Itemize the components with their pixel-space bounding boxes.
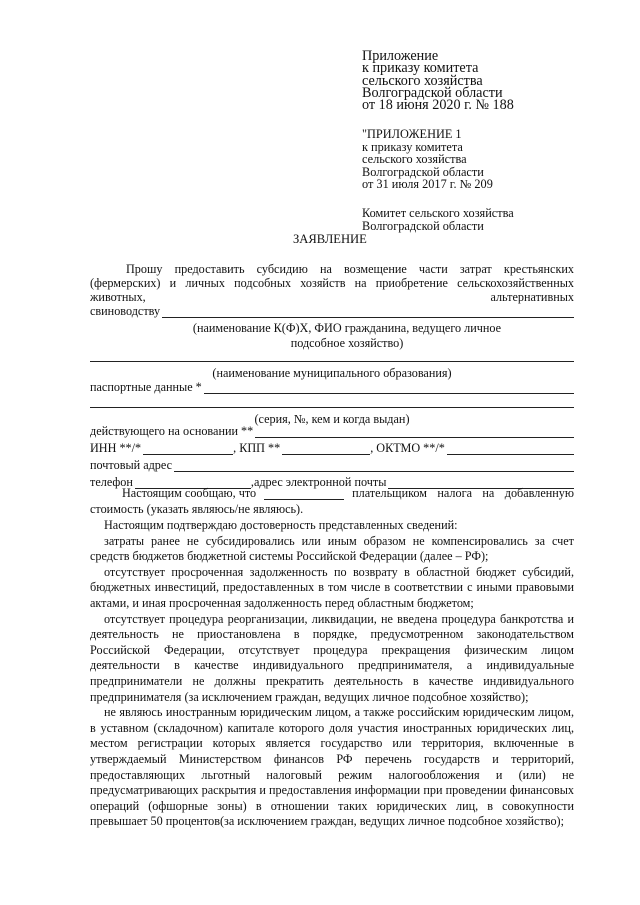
appendix-line: Волгоградской области [362,84,503,101]
passport-blank-2[interactable] [90,406,574,408]
request-line: Прошу предоставить субсидию на возмещение части затрат крестьянских [126,262,574,276]
note-passport: (серия, №, кем и когда выдан) [254,412,410,426]
prev-appendix-line: сельского хозяйства [362,152,467,166]
field-label: , ОКТМО **/* [370,441,445,455]
codes-row [90,441,574,455]
oktmo-blank[interactable] [447,444,574,455]
appendix-line: к приказу комитета [362,60,479,77]
recipient-line: Волгоградской области [362,218,484,233]
basis-field[interactable] [90,424,574,438]
appendix-line: от 18 июня 2020 г. № 188 [362,97,514,114]
passport-block [90,380,574,426]
vat-block [90,486,574,516]
recipient-block [362,207,514,233]
request-line-left: животных, [90,290,146,304]
vat-status-field[interactable] [90,486,574,500]
prev-appendix-line: к приказу комитета [362,139,463,154]
prev-appendix-line: "ПРИЛОЖЕНИЕ 1 [362,127,462,141]
field-label: почтовый адрес [90,458,173,472]
municipality-block [90,360,574,380]
passport-blank[interactable] [204,383,574,394]
request-block [90,262,574,351]
recipient-line: Комитет сельского хозяйства [362,206,514,220]
request-line-right: альтернативных [490,290,574,304]
confirm-item: отсутствует просроченная задолженность по возврату в областной бюджет субсидий, бюджетных инвестиций, предоставленных в том числе в соответствии с иными правовыми актами, и иная просроченная задолженность перед областным бюджетом; [90,564,574,610]
field-label: действующего на основании ** [90,424,254,438]
confirm-item: не являюсь иностранным юридическим лицом, а также российским юридическим лицом, в уставном (складочном) капитале которого доля участия иностранных юридических лиц, местом регистрации которых является государство или территория, включенные в утверждаемый Министерством финансов РФ перечень государств и территорий, предоставляющих льготный налоговый режим налогообложения и (или) не предусматривающих раскрытия и предоставления информации при проведении финансовых операций (офшорные зоны) в отношении таких юридических лиц, в совокупности превышает 50 процентов(за исключением граждан, ведущих личное подсобное хозяйство); [90,705,574,829]
prev-appendix-line: Волгоградской области [362,164,484,179]
inn-blank[interactable] [143,444,233,455]
field-label: ИНН **/* [90,441,142,455]
confirm-intro: Настоящим подтверждаю достоверность представленных сведений: [104,518,458,532]
confirmation-block [90,518,574,830]
vat-line: стоимость (указать являюсь/не являюсь). [90,502,304,516]
field-label: , КПП ** [233,441,281,455]
note-applicant [90,321,574,351]
confirm-item: отсутствует процедура реорганизации, ликвидации, не введена процедура банкротства и деятельность не приостановлена в порядке, предусмотренном законодательством Российской Федерации, отсутствует процедура прекращения физическим лицом деятельности в качестве индивидуального предпринимателя, а индивидуальные предприниматели не должны прекратить деятельность в качестве индивидуального предпринимателя (за исключением граждан, ведущих личное подсобное хозяйство); [90,611,574,704]
appendix-line: Приложение [362,48,439,64]
field-label: плательщиком налога на добавленную [352,486,574,500]
field-label: Настоящим сообщаю, что [122,486,257,500]
document-title: ЗАЯВЛЕНИЕ [293,232,367,246]
municipality-blank[interactable] [90,360,574,362]
previous-appendix-header [362,128,493,191]
details-block [90,424,574,489]
address-blank[interactable] [174,461,574,472]
basis-blank[interactable] [255,427,574,438]
request-line: (фермерских) и личных подсобных хозяйств на приобретение сельскохозяйственных [90,276,574,290]
passport-field[interactable] [90,380,574,394]
appendix-header [362,48,514,114]
note-line: подсобное хозяйство) [290,336,404,350]
field-label: свиноводству [90,304,161,318]
appendix-line: сельского хозяйства [362,72,483,89]
applicant-name-blank[interactable] [162,307,574,318]
field-label: ,адрес электронной почты [250,475,387,489]
vat-status-blank[interactable] [264,489,344,500]
field-label: паспортные данные * [90,380,202,394]
prev-appendix-line: от 31 июля 2017 г. № 209 [362,177,493,191]
confirm-item: затраты ранее не субсидировались или иным образом не компенсировались за счет средств бюджетов бюджетной системы Российской Федерации (далее – РФ); [90,533,574,564]
address-field[interactable] [90,458,574,472]
note-municipality: (наименование муниципального образования) [212,366,452,380]
note-line: (наименование К(Ф)Х, ФИО гражданина, ведущего личное [192,321,502,335]
request-line [90,290,574,304]
kpp-blank[interactable] [282,444,370,455]
applicant-name-field[interactable] [90,304,574,318]
field-label: телефон [90,475,133,489]
